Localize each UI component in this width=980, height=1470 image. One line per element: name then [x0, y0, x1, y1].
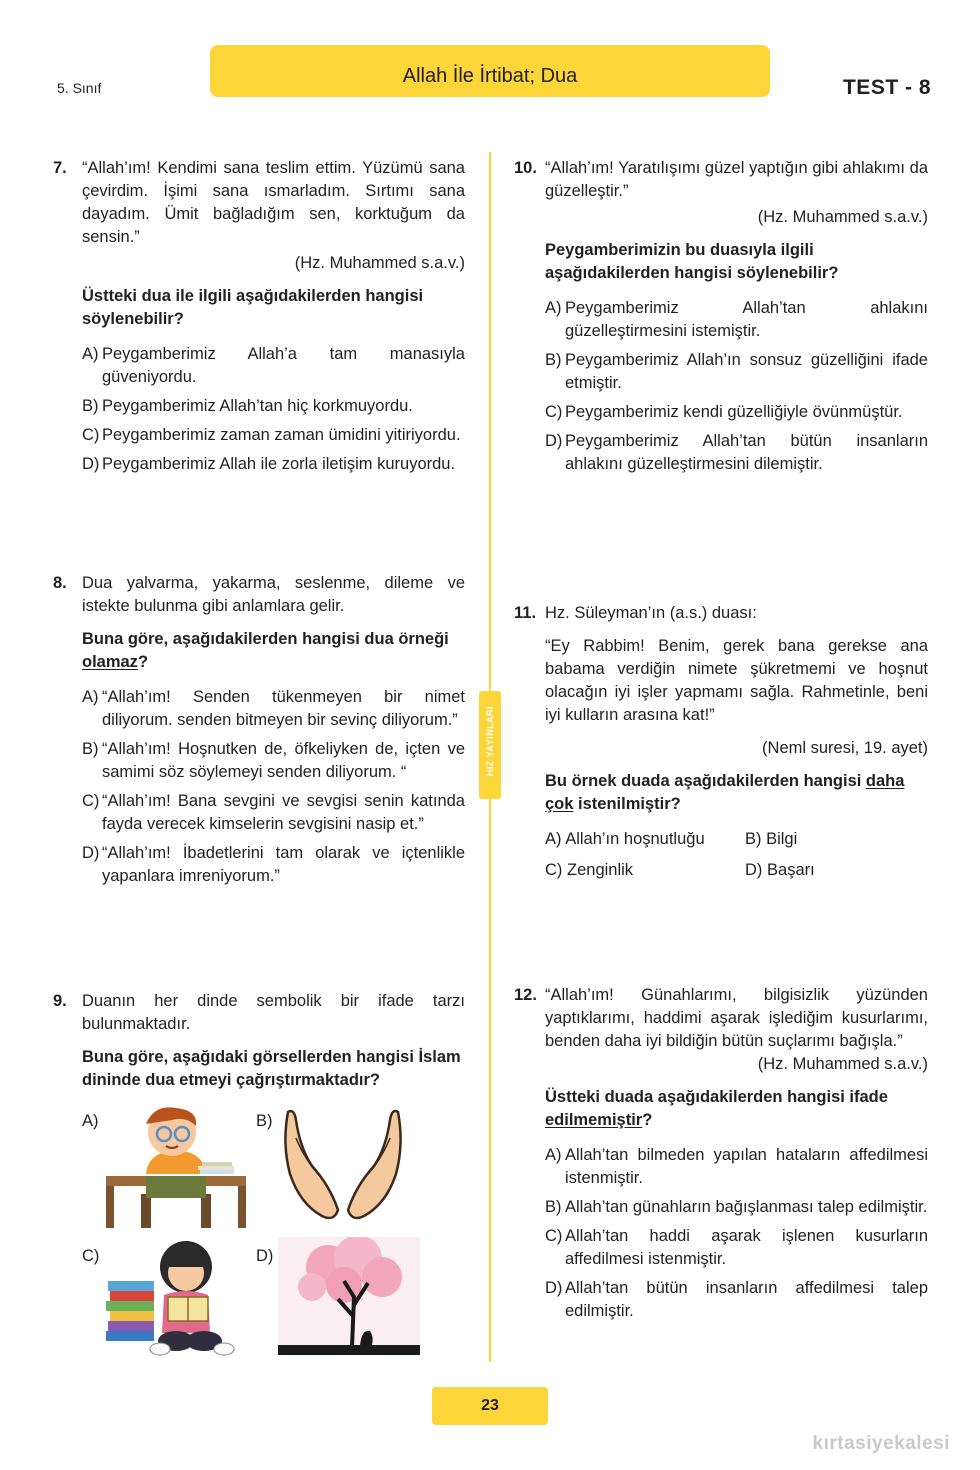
option-c[interactable]: C) Allah’tan haddi aşarak işlenen kusurların affedilmesi istenmiştir.: [545, 1227, 928, 1268]
question-text: “Allah’ım! Kendimi sana teslim ettim. Yüzümü sana çevirdim. İşimi sana ısmarladım. Sırtımı sana dayadım. Ümit bağladığım sen, korktuğum da sensin.”: [82, 159, 465, 246]
option-c[interactable]: C) “Allah’ım! Bana sevgini ve sevgisi senin katında fayda verecek kimselerin sevgisini nasip et.”: [82, 792, 465, 833]
question-9: [53, 990, 465, 1370]
test-number: TEST - 8: [842, 76, 931, 99]
option-c[interactable]: C) Peygamberimiz kendi güzelliğiyle övünmüştür.: [545, 403, 903, 421]
option-b[interactable]: B) Allah’tan günahların bağışlanması talep edilmiştir.: [545, 1198, 928, 1216]
option-c[interactable]: C) Peygamberimiz zaman zaman ümidini yitiriyordu.: [82, 426, 461, 444]
publisher-mark: [479, 691, 501, 799]
options-list: [545, 297, 928, 476]
page-number: 23: [481, 1397, 499, 1414]
question-source: (Hz. Muhammed s.a.v.): [294, 254, 465, 272]
question-number: 7.: [53, 159, 67, 177]
question-text: Duanın her dinde sembolik bir ifade tarzı bulunmaktadır.: [82, 992, 465, 1033]
publisher-name: HIZ YAYINLARI: [485, 705, 495, 777]
question-11: [514, 602, 928, 882]
option-b[interactable]: B) “Allah’ım! Hoşnutken de, öfkeliyken de, içten ve samimi söz söylemeyi senden diliyorum. “: [82, 740, 465, 781]
option-d[interactable]: D) Peygamberimiz Allah’tan bütün insanların ahlakını güzelleştirmesini dilemiştir.: [545, 432, 928, 473]
image-options: [82, 1110, 465, 1370]
question-number: 8.: [53, 574, 67, 592]
question-text: “Ey Rabbim! Benim, gerek bana gerekse ana babama verdiğin nimete şükretmemi ve hoşnut olacağın iyi işler yapmamı sağla. Rahmetinle, beni iyi kulların arasına kat!”: [545, 637, 928, 724]
option-c[interactable]: C) Zenginlik: [545, 861, 634, 879]
option-d[interactable]: D) Allah’tan bütün insanların affedilmesi talep edilmiştir.: [545, 1279, 928, 1320]
options-list: [82, 686, 465, 888]
question-10: [514, 157, 928, 482]
question-text: “Allah’ım! Yaratılışımı güzel yaptığın gibi ahlakımı da güzelleştir.”: [545, 159, 928, 200]
option-a[interactable]: A) “Allah’ım! Senden tükenmeyen bir nimet diliyorum. senden bitmeyen bir sevinç diliyorum.”: [82, 688, 465, 729]
question-number: 9.: [53, 992, 67, 1010]
question-number: 11.: [514, 604, 537, 622]
praying-hands-icon: [278, 1104, 408, 1232]
option-d[interactable]: D) Başarı: [745, 861, 815, 879]
question-source: (Hz. Muhammed s.a.v.): [757, 1055, 928, 1073]
tree-silhouette-icon: [278, 1237, 420, 1355]
question-text: “Allah’ım! Günahlarımı, bilgisizlik yüzünden yaptıklarımı, haddimi aşarak işlediğim kusurlarımı, benden daha iyi bildiğin bütün suçlarımı bağışla.”: [545, 986, 928, 1050]
question-7: [53, 157, 465, 482]
question-8: [53, 572, 465, 894]
question-intro: Hz. Süleyman’ın (a.s.) duası:: [545, 604, 757, 622]
girl-reading-icon: [106, 1237, 246, 1362]
option-a-label: A): [82, 1112, 99, 1130]
option-a[interactable]: A) Peygamberimiz Allah’tan ahlakını güzelleştirmesini istemiştir.: [545, 299, 928, 340]
question-prompt: Üstteki dua ile ilgili aşağıdakilerden hangisi söylenebilir?: [82, 287, 424, 328]
title-bar: [210, 45, 770, 97]
options-list: [82, 343, 465, 476]
option-d[interactable]: D) Peygamberimiz Allah ile zorla iletişim kuruyordu.: [82, 455, 456, 473]
option-c-image[interactable]: [106, 1237, 246, 1369]
options-list: [545, 1144, 928, 1323]
option-d-label: D): [256, 1247, 274, 1265]
option-a[interactable]: A) Allah’ın hoşnutluğu: [545, 830, 705, 848]
page-number-box: [432, 1387, 548, 1425]
option-b[interactable]: B) Bilgi: [745, 830, 798, 848]
boy-at-desk-icon: [106, 1104, 246, 1232]
option-c-label: C): [82, 1247, 100, 1265]
question-number: 12.: [514, 986, 537, 1004]
question-source: (Neml suresi, 19. ayet): [762, 739, 928, 757]
watermark: kırtasiyekalesi: [812, 1433, 950, 1454]
question-prompt: Bu örnek duada aşağıdakilerden hangisi daha çok istenilmiştir?: [545, 772, 905, 813]
question-number: 10.: [514, 159, 537, 177]
question-prompt: Buna göre, aşağıdakilerden hangisi dua örneği olamaz?: [82, 630, 449, 671]
question-12: [514, 984, 928, 1329]
option-d-image[interactable]: [278, 1237, 420, 1362]
option-d[interactable]: D) “Allah’ım! İbadetlerini tam olarak ve içtenlikle yapanlara imreniyorum.”: [82, 844, 465, 885]
options-grid: [545, 828, 928, 882]
option-b[interactable]: B) Peygamberimiz Allah’tan hiç korkmuyordu.: [82, 397, 413, 415]
question-prompt: Peygamberimizin bu duasıyla ilgili aşağıdakilerden hangisi söylenebilir?: [545, 241, 839, 282]
option-a-image[interactable]: [106, 1104, 246, 1239]
question-text: Dua yalvarma, yakarma, seslenme, dileme ve istekte bulunma gibi anlamlara gelir.: [82, 574, 465, 615]
option-b-label: B): [256, 1112, 273, 1130]
option-a[interactable]: A) Peygamberimiz Allah’a tam manasıyla güveniyordu.: [82, 345, 465, 386]
option-b[interactable]: B) Peygamberimiz Allah’ın sonsuz güzelliğini ifade etmiştir.: [545, 351, 928, 392]
question-source: (Hz. Muhammed s.a.v.): [757, 208, 928, 226]
grade-label: 5. Sınıf: [57, 80, 102, 96]
question-prompt: Üstteki duada aşağıdakilerden hangisi ifade edilmemiştir?: [545, 1088, 888, 1129]
option-b-image[interactable]: [278, 1104, 408, 1239]
option-a[interactable]: A) Allah’tan bilmeden yapılan hataların affedilmesi istenmiştir.: [545, 1146, 928, 1187]
page-title: Allah İle İrtibat; Dua: [402, 65, 578, 87]
question-prompt: Buna göre, aşağıdaki görsellerden hangisi İslam dininde dua etmeyi çağrıştırmaktadır?: [82, 1048, 461, 1089]
